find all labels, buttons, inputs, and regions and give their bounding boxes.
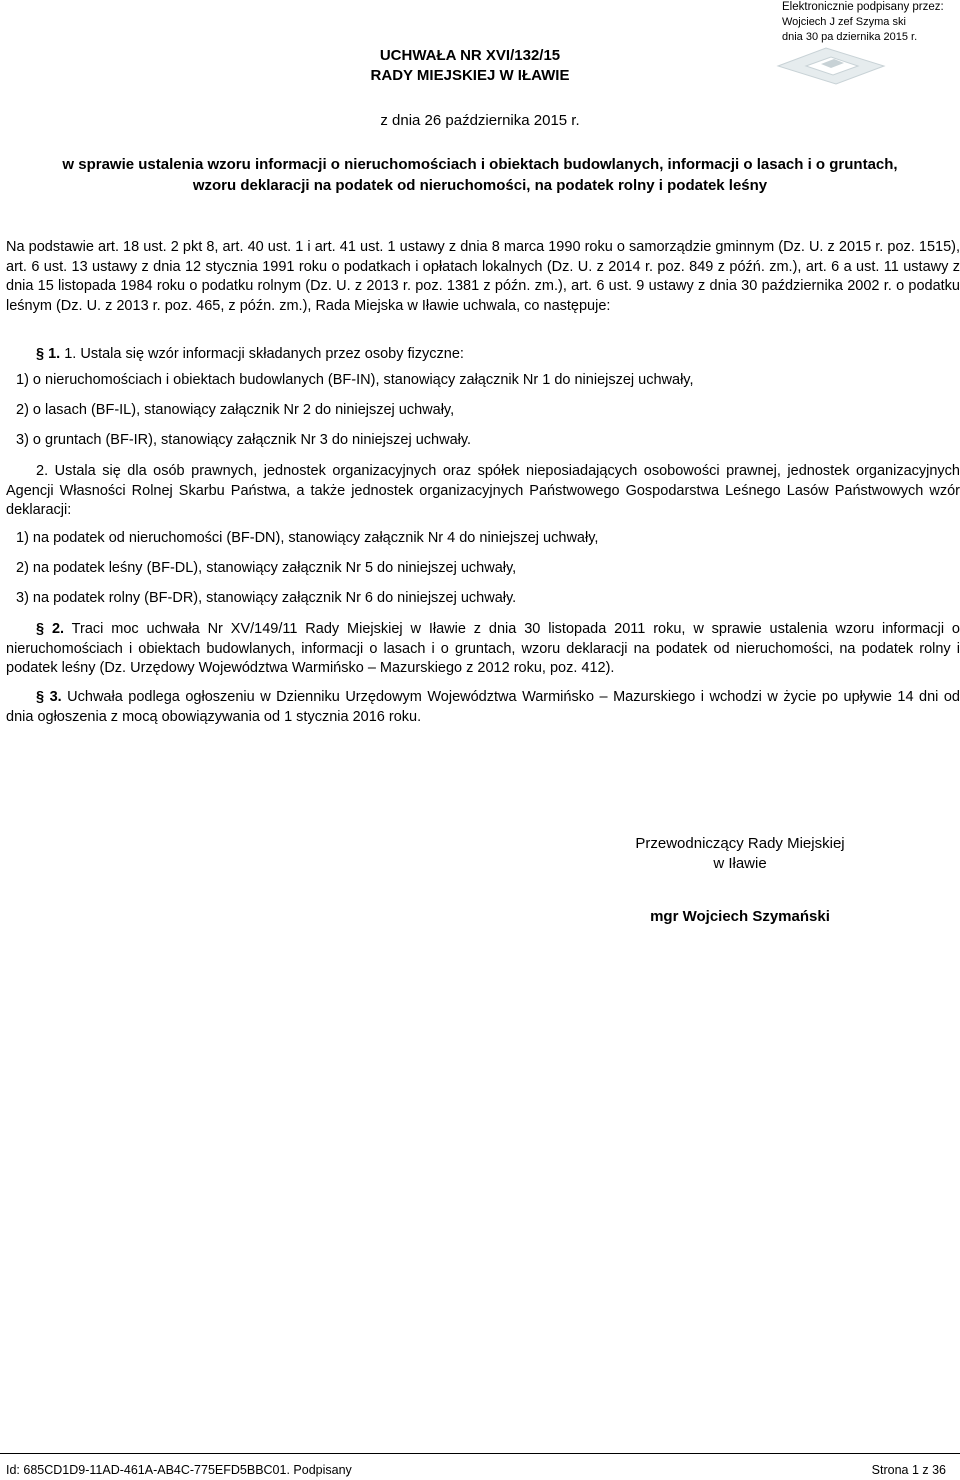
legal-basis-text: Na podstawie art. 18 ust. 2 pkt 8, art. 40 ust. 1 i art. 41 ust. 1 ustawy z dnia 8 marca 1990 roku o samorządzie gminnym (Dz. U. z 2015 r. poz. 1515), art. 6 ust. 13 ustawy z dnia 12 stycznia 1991 roku o podatkach i opłatach lokalnych (Dz. U. z 2014 r. poz. 849 z późń. zm.), art. 6 a ust. 11 ustawy z dnia 15 listopada 1984 roku o podatku rolnym (Dz. U. z 2013 r. poz. 1381 z późn. zm.), art. 6 ust. 9 ustawy z dnia 30 października 2002 r. o podatku leśnym (Dz. U. z 2013 r. poz. 465, z późn. zm.), Rada Miejska w Iławie uchwala, co następuje: [6, 239, 960, 314]
resolution-subject [0, 154, 960, 196]
resolution-date: z dnia 26 października 2015 r. [380, 112, 580, 129]
chairman-line-1: Przewodniczący Rady Miejskiej [635, 835, 845, 852]
chairman-title [560, 834, 920, 874]
section-1-text: Ustala się wzór informacji składanych przez osoby fizyczne: [80, 346, 464, 362]
title-line-1: UCHWAŁA NR XVI/132/15 [379, 47, 561, 64]
legal-basis-paragraph [6, 238, 960, 316]
title-line-2: RADY MIEJSKIEJ W IŁAWIE [370, 67, 570, 84]
footer-divider [0, 1453, 960, 1454]
section-3-text: Uchwała podlega ogłoszeniu w Dzienniku Urzędowym Województwa Warmińsko – Mazurskiego i wchodzi w życie po upływie 14 dni od dnia ogłoszenia z mocą obowiązywania od 1 stycznia 2016 roku. [6, 689, 960, 725]
subject-line-2: wzoru deklaracji na podatek od nieruchomości, na podatek rolny i podatek leśny [192, 177, 768, 194]
chairman-line-2: w Iławie [713, 855, 767, 872]
list-item: 1) na podatek od nieruchomości (BF-DN), stanowiący załącznik Nr 4 do niniejszej uchwały, [16, 530, 599, 546]
section-2-mark: § 2. [36, 621, 65, 637]
section-3 [6, 688, 960, 727]
section-2-text: Traci moc uchwała Nr XV/149/11 Rady Miejskiej w Iławie z dnia 30 listopada 2011 roku, w sprawie ustalenia wzoru informacji o nieruchomościach i obiektach budowlanych, informacji o lasach i o gruntach, wzoru deklaracji na podatek od nieruchomości, na podatek rolny i podatek leśny (Dz. Urzędowy Województwa Warmińsko – Mazurskiego z 2012 roku, poz. 412). [6, 621, 960, 676]
section-1-mark: § 1. [36, 346, 61, 362]
electronic-signature [782, 0, 960, 45]
list-item: 3) na podatek rolny (BF-DR), stanowiący załącznik Nr 6 do niniejszej uchwały. [16, 590, 517, 606]
subject-line-1: w sprawie ustalenia wzoru informacji o nieruchomościach i obiektach budowlanych, informacji o lasach i o gruntach, [62, 156, 898, 173]
section-1-num: 1. [64, 346, 77, 362]
list-item: 2) o lasach (BF-IL), stanowiący załącznik Nr 2 do niniejszej uchwały, [16, 402, 455, 418]
list-item: 1) o nieruchomościach i obiektach budowlanych (BF-IN), stanowiący załącznik Nr 1 do niniejszej uchwały, [16, 372, 694, 388]
page-number: Strona 1 z 36 [871, 1463, 946, 1477]
resolution-title [330, 46, 610, 86]
signature-line-3: dnia 30 pa dziernika 2015 r. [782, 31, 918, 43]
list-item: 3) o gruntach (BF-IR), stanowiący załącznik Nr 3 do niniejszej uchwały. [16, 432, 472, 448]
signature-line-1: Elektronicznie podpisany przez: [782, 1, 944, 13]
section-1-paragraph-2 [6, 462, 960, 521]
section-1-heading [6, 346, 464, 362]
chairman-name: mgr Wojciech Szymański [650, 908, 830, 925]
section-2 [6, 620, 960, 679]
section-1-paragraph-2-text: 2. Ustala się dla osób prawnych, jednostek organizacyjnych oraz spółek nieposiadających osobowości prawnej, jednostek organizacyjnych Agencji Własności Rolnej Skarbu Państwa, a także jednostek organizacyjnych Państwowego Gospodarstwa Leśnego Lasów Państwowych wzór deklaracji: [6, 463, 960, 518]
signature-line-2: Wojciech J zef Szyma ski [782, 16, 906, 28]
signature-stamp-icon [776, 46, 886, 90]
list-item: 2) na podatek leśny (BF-DL), stanowiący załącznik Nr 5 do niniejszej uchwały, [16, 560, 517, 576]
section-3-mark: § 3. [36, 689, 62, 705]
document-id: Id: 685CD1D9-11AD-461A-AB4C-775EFD5BBC01. Podpisany [6, 1463, 352, 1477]
